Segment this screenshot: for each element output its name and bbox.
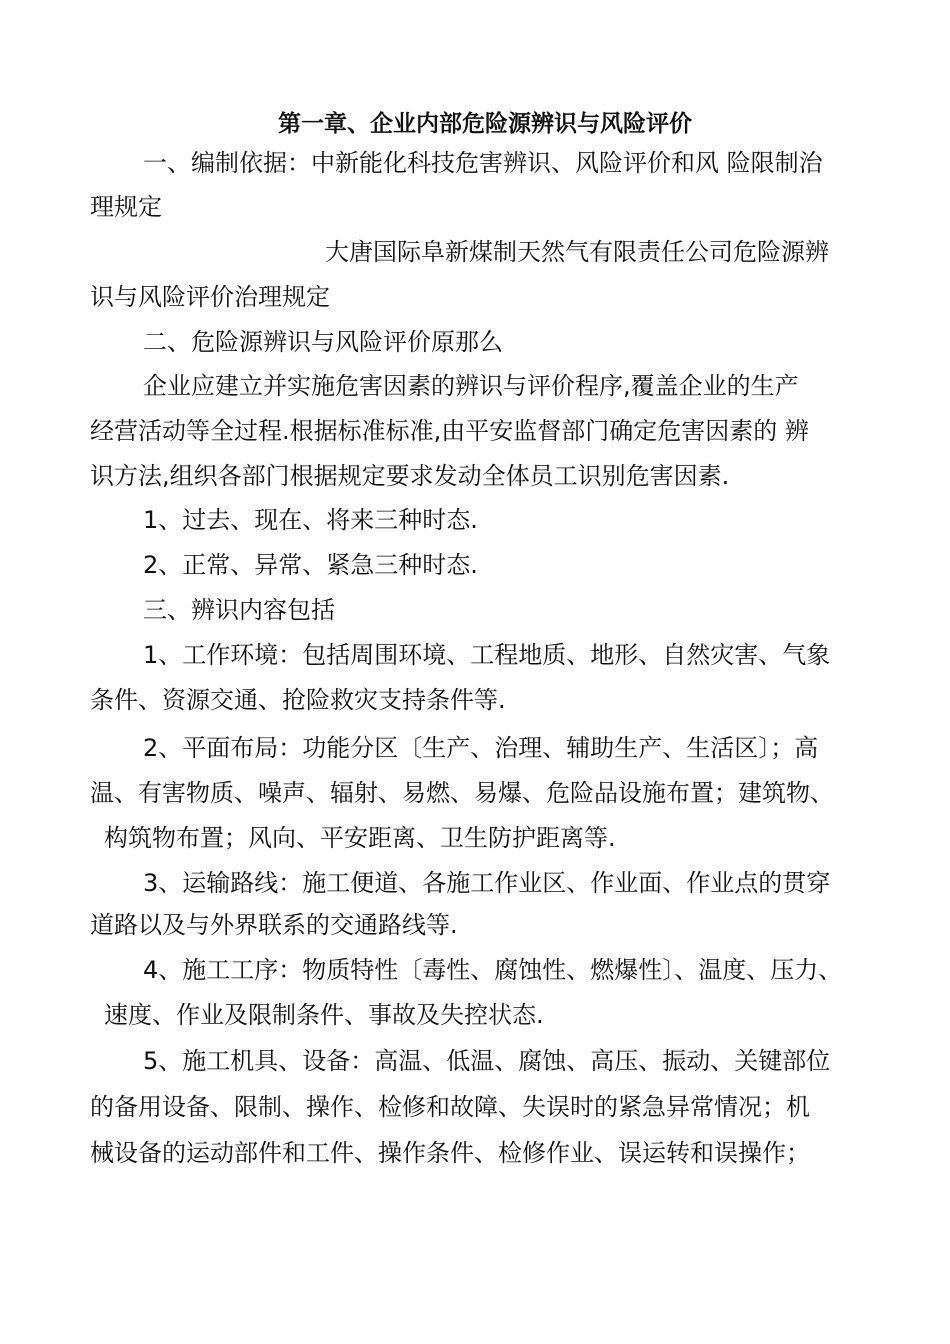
tense-item-1: 1、过去、现在、将来三种时态. — [143, 506, 478, 534]
content-heading: 三、辨识内容包括 — [143, 596, 335, 624]
item-2-line-3: 构筑物布置；风向、平安距离、卫生防护距离等. — [104, 824, 616, 852]
principle-para-line-1: 企业应建立并实施危害因素的辨识与评价程序,覆盖企业的生产 — [143, 372, 799, 400]
item-1-line-1: 1、工作环境：包括周围环境、工程地质、地形、自然灾害、气象 — [143, 641, 831, 669]
item-1-line-2: 条件、资源交通、抢险救灾支持条件等. — [90, 686, 506, 714]
item-5-line-3: 械设备的运动部件和工件、操作条件、检修作业、误运转和误操作； — [90, 1139, 810, 1167]
tense-item-2: 2、正常、异常、紧急三种时态. — [143, 551, 478, 579]
principle-para-line-2: 经营活动等全过程.根据标准标准,由平安监督部门确定危害因素的 辨 — [90, 417, 809, 445]
item-5-line-2: 的备用设备、限制、操作、检修和故障、失误时的紧急异常情况；机 — [90, 1093, 810, 1121]
item-5-line-1: 5、施工机具、设备：高温、低温、腐蚀、高压、振动、关键部位 — [143, 1047, 831, 1075]
item-2-line-1: 2、平面布局：功能分区〔生产、治理、辅助生产、生活区〕；高 — [143, 734, 819, 762]
item-2-line-2: 温、有害物质、噪声、辐射、易燃、易爆、危险品设施布置；建筑物、 — [90, 779, 834, 807]
principle-heading: 二、危险源辨识与风险评价原那么 — [143, 328, 503, 356]
basis-heading-cont: 理规定 — [90, 193, 162, 221]
item-4-line-2: 速度、作业及限制条件、事故及失控状态. — [104, 1001, 544, 1029]
basis-heading-line: 一、编制依据：中新能化科技危害辨识、风险评价和风 险限制治 — [143, 149, 823, 177]
item-4-line-1: 4、施工工序：物质特性〔毒性、腐蚀性、燃爆性〕、温度、压力、 — [143, 956, 843, 984]
principle-para-line-3: 识方法,组织各部门根据规定要求发动全体员工识别危害因素. — [90, 462, 730, 490]
item-3-line-2: 道路以及与外界联系的交通路线等. — [90, 911, 458, 939]
item-3-line-1: 3、运输路线：施工便道、各施工作业区、作业面、作业点的贯穿 — [143, 869, 831, 897]
chapter-title: 第一章、企业内部危险源辨识与风险评价 — [278, 111, 692, 137]
basis-second-line: 大唐国际阜新煤制天然气有限责任公司危险源辨 — [325, 238, 829, 266]
basis-second-cont: 识与风险评价治理规定 — [90, 283, 330, 311]
